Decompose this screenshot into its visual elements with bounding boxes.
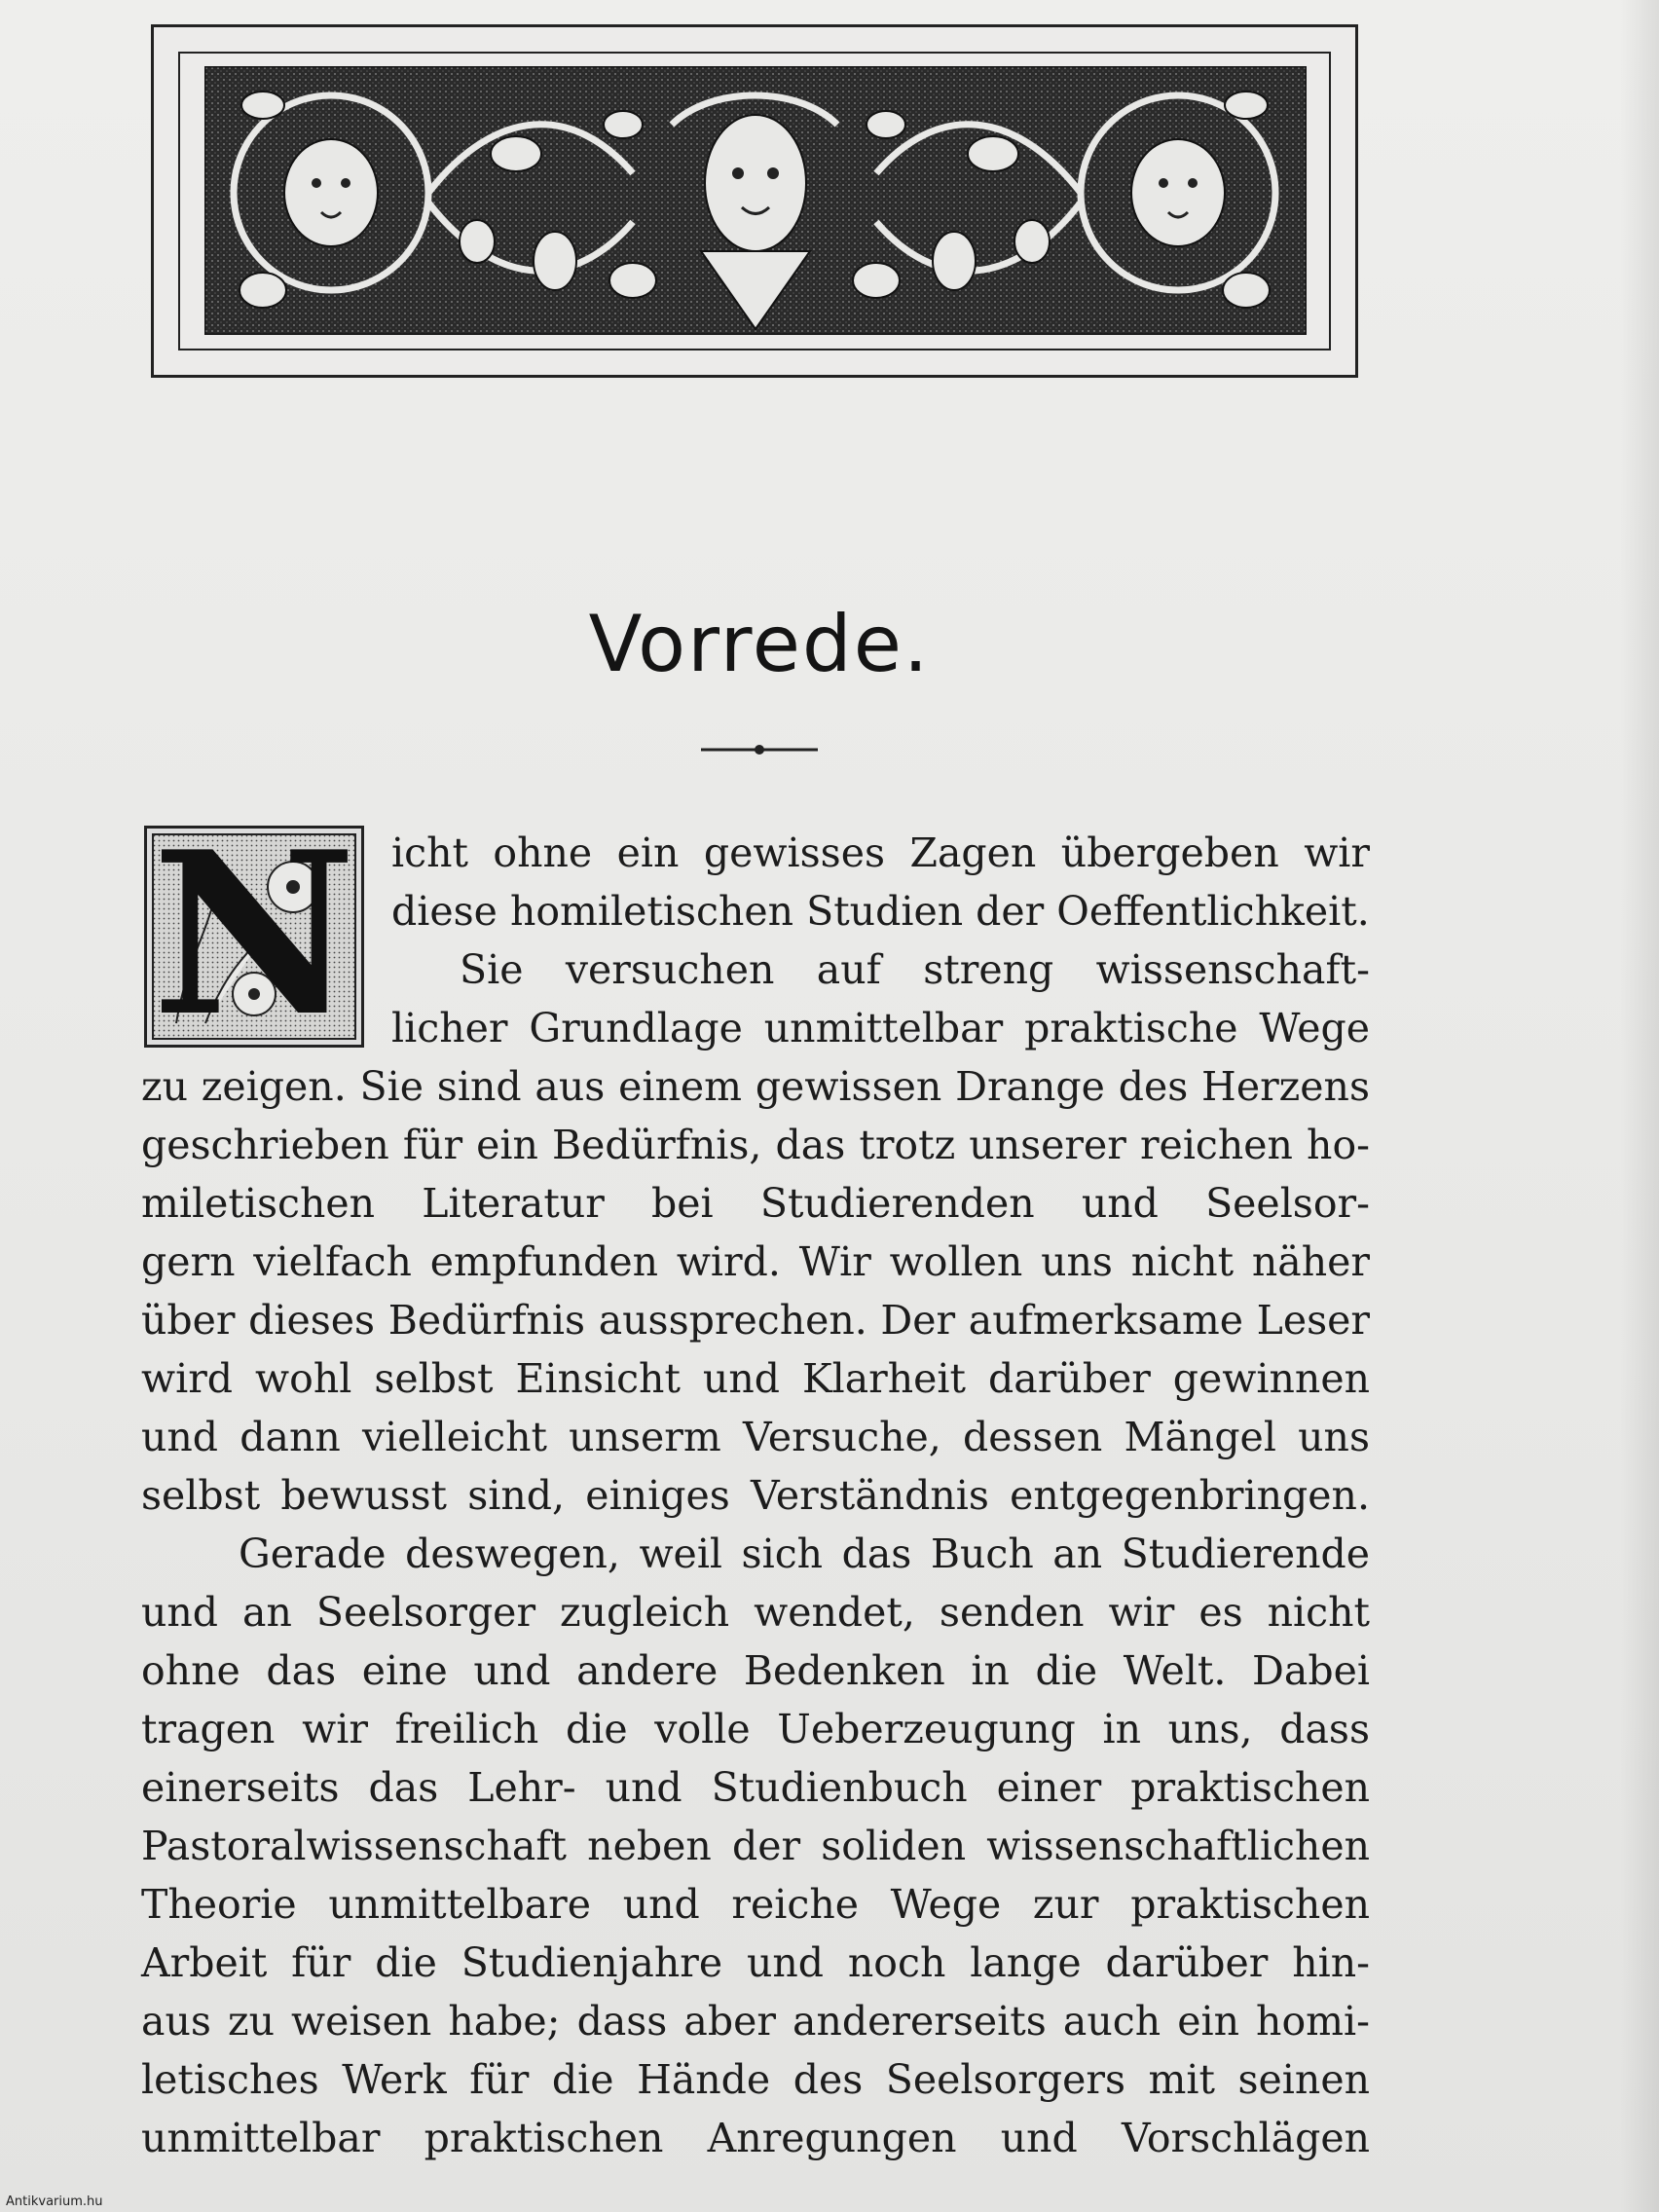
page-title: Vorrede. [588, 599, 931, 689]
text-line: über dieses Bedürfnis aussprechen. Der aufmerksame Leser [141, 1297, 1370, 1344]
text-line: und dann vielleicht unserm Versuche, dessen Mängel uns [141, 1414, 1370, 1460]
text-line: Gerade deswegen, weil sich das Buch an Studierende [239, 1530, 1370, 1577]
floral-ornament-icon [204, 66, 1307, 335]
text-line: zu zeigen. Sie sind aus einem gewissen Drange des Herzens [141, 1063, 1370, 1110]
text-line: Theorie unmittelbare und reiche Wege zur praktischen [141, 1881, 1370, 1928]
text-line: miletischen Literatur bei Studierenden und Seelsor- [141, 1180, 1370, 1227]
text-line: und an Seelsorger zugleich wendet, senden wir es nicht [141, 1589, 1370, 1636]
text-line: geschrieben für ein Bedürfnis, das trotz unserer reichen ho- [141, 1122, 1370, 1168]
text-line: letisches Werk für die Hände des Seelsorgers mit seinen [141, 2056, 1370, 2103]
text-line: Sie versuchen auf streng wissenschaft- [460, 946, 1370, 993]
text-line: wird wohl selbst Einsicht und Klarheit darüber gewinnen [141, 1355, 1370, 1402]
text-line: selbst bewusst sind, einiges Verständnis entgegenbringen. [141, 1472, 1370, 1519]
text-line: diese homiletischen Studien der Oeffentlichkeit. [391, 888, 1370, 935]
text-line: gern vielfach empfunden wird. Wir wollen uns nicht näher [141, 1238, 1370, 1285]
dropcap-letter: N [151, 803, 357, 1066]
text-line: ohne das eine und andere Bedenken in die Welt. Dabei [141, 1647, 1370, 1694]
text-line: tragen wir freilich die volle Ueberzeugung in uns, dass [141, 1706, 1370, 1752]
title-divider-ornament [701, 740, 818, 759]
text-line: Arbeit für die Studienjahre und noch lange darüber hin- [141, 1939, 1370, 1986]
text-line: licher Grundlage unmittelbar praktische Wege [391, 1005, 1370, 1051]
watermark: Antikvarium.hu [6, 2194, 103, 2209]
text-line: icht ohne ein gewisses Zagen übergeben wir [391, 830, 1370, 876]
text-line: aus zu weisen habe; dass aber andererseits auch ein homi- [141, 1998, 1370, 2045]
ornamental-headpiece [151, 24, 1358, 378]
decorated-initial [144, 803, 364, 1066]
text-line: einerseits das Lehr- und Studienbuch einer praktischen [141, 1764, 1370, 1811]
text-line: Pastoralwissenschaft neben der soliden wissenschaftlichen [141, 1823, 1370, 1869]
text-line: unmittelbar praktischen Anregungen und Vorschlägen [141, 2115, 1370, 2161]
page-edge-shadow [1620, 0, 1659, 2212]
